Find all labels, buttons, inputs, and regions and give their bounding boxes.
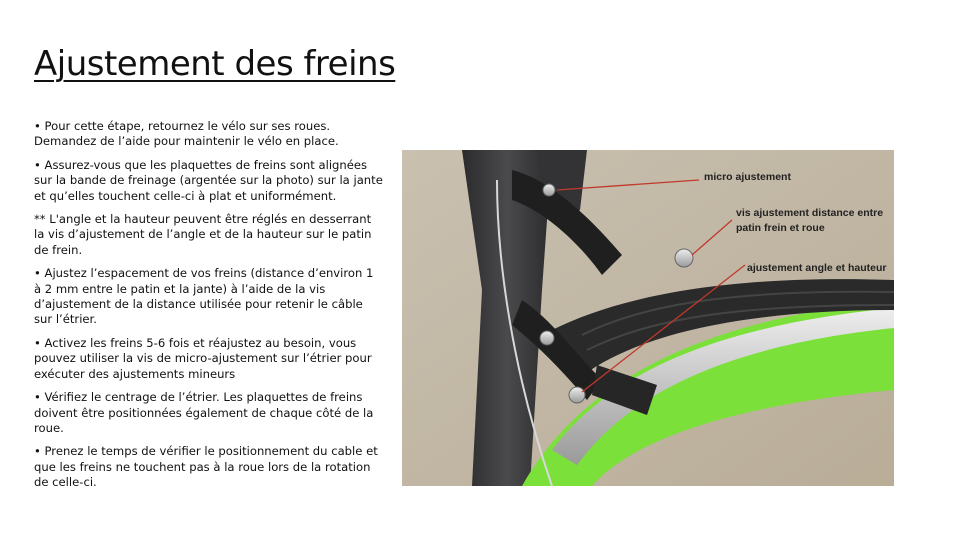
angle-screw bbox=[569, 387, 585, 403]
callout-distance-line2: patin frein et roue bbox=[736, 222, 825, 234]
bullet-text: • Activez les freins 5-6 fois et réajustez au besoin, vous pouvez utiliser la vis de micro-ajustement sur l’étrier pour exécuter des ajustements mineurs bbox=[34, 335, 372, 381]
instructions-list bbox=[34, 119, 384, 499]
distance-screw bbox=[675, 249, 693, 267]
callout-angle: ajustement angle et hauteur bbox=[747, 262, 887, 274]
bullet-text: • Assurez-vous que les plaquettes de freins sont alignées sur la bande de freinage (argentée sur la photo) sur la jante et qu’elles touchent celle-ci à plat et uniformément. bbox=[34, 157, 383, 203]
bolt bbox=[540, 331, 554, 345]
bullet-text: • Pour cette étape, retournez le vélo sur ses roues. Demandez de l’aide pour maintenir le vélo en place. bbox=[34, 119, 339, 149]
slide-title: Ajustement des freins bbox=[34, 44, 396, 84]
bullet-text: • Vérifiez le centrage de l’étrier. Les plaquettes de freins doivent être positionnées également de chaque côté de la roue. bbox=[34, 390, 374, 435]
bullet-text: • Prenez le temps de vérifier le positionnement du cable et que les freins ne touchent pas à la roue lors de la rotation de celle-ci. bbox=[34, 444, 378, 490]
callout-distance-line1: vis ajustement distance entre bbox=[736, 207, 884, 219]
micro-screw bbox=[543, 184, 555, 196]
bullet-text: • Ajustez l’espacement de vos freins (distance d’environ 1 à 2 mm entre le patin et la jante) à l’aide de la vis d’ajustement de la distance utilisée pour retenir le câble sur l’étrier. bbox=[34, 266, 374, 327]
brake-illustration bbox=[402, 150, 894, 486]
callout-micro: micro ajustement bbox=[704, 171, 791, 183]
note-text: ** L'angle et la hauteur peuvent être réglés en desserrant la vis d’ajustement de l’angle et de la hauteur sur le patin de frein. bbox=[34, 212, 372, 257]
brake-photo bbox=[402, 150, 894, 486]
